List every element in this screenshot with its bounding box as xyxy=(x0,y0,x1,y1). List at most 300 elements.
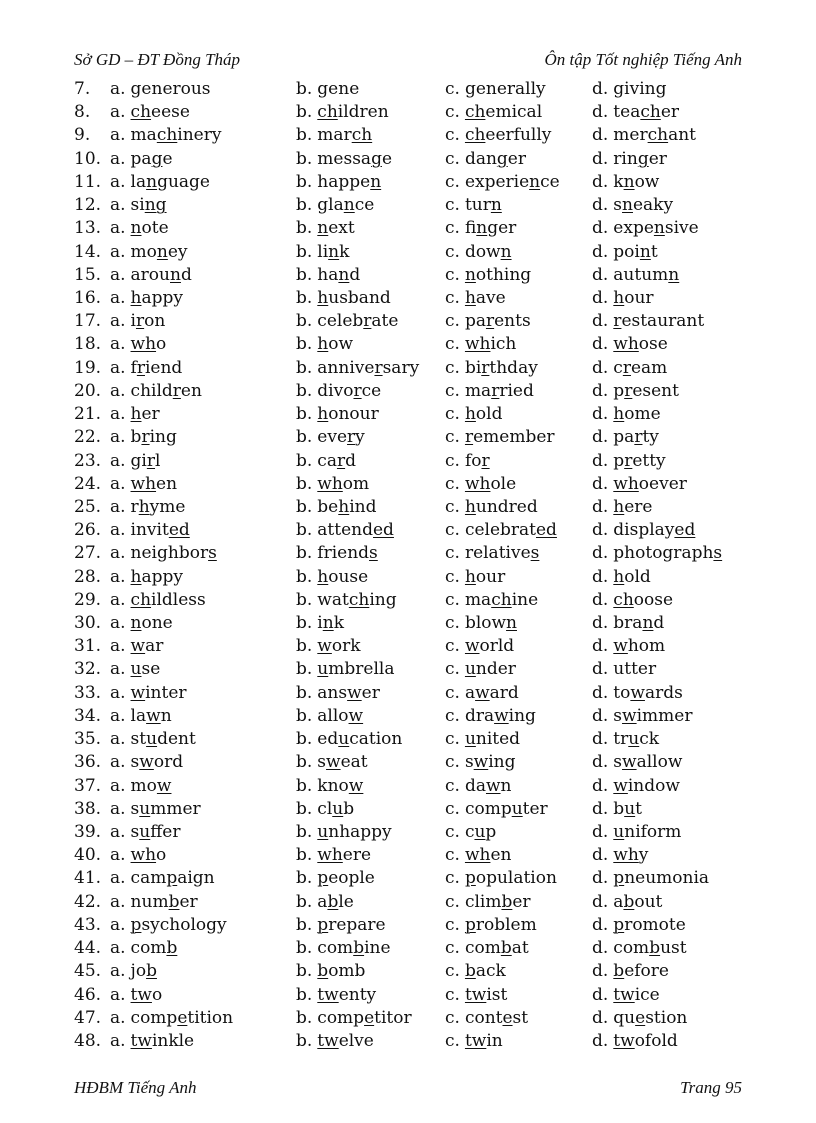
option-letter: a. xyxy=(110,752,126,773)
option-a xyxy=(110,426,177,449)
question-number: 39. xyxy=(74,822,102,842)
option-b xyxy=(296,403,379,426)
option-letter: b. xyxy=(296,264,313,285)
option-word: towards xyxy=(613,682,683,703)
footer-right: Trang 95 xyxy=(680,1078,742,1097)
option-letter: a. xyxy=(110,705,126,726)
option-a xyxy=(110,705,172,728)
option-b xyxy=(296,333,353,356)
option-a xyxy=(110,473,177,496)
option-letter: b. xyxy=(296,914,313,935)
option-letter: a. xyxy=(110,798,126,819)
option-c xyxy=(445,171,560,194)
option-letter: a. xyxy=(110,79,126,99)
option-b xyxy=(296,426,365,449)
option-word: note xyxy=(130,218,169,239)
option-d xyxy=(592,194,673,217)
option-d xyxy=(592,542,722,565)
option-word: use xyxy=(130,659,161,680)
option-letter: d. xyxy=(592,938,609,959)
option-word: girl xyxy=(130,450,161,471)
option-word: danger xyxy=(464,148,526,169)
option-a xyxy=(110,403,160,426)
question-row xyxy=(74,426,764,449)
option-letter: a. xyxy=(110,125,126,146)
question-number: 35. xyxy=(74,729,102,750)
option-letter: b. xyxy=(296,636,313,657)
question-row xyxy=(74,728,764,751)
option-word: twofold xyxy=(613,1030,678,1051)
option-c xyxy=(445,960,506,983)
option-word: experience xyxy=(464,171,560,192)
question-number: 43. xyxy=(74,914,102,935)
option-word: photographs xyxy=(613,543,723,564)
option-word: have xyxy=(464,287,506,308)
option-letter: c. xyxy=(445,891,460,912)
option-c xyxy=(445,241,512,264)
option-letter: a. xyxy=(110,102,126,123)
option-letter: b. xyxy=(296,171,313,192)
option-letter: a. xyxy=(110,404,126,425)
option-letter: b. xyxy=(296,125,313,146)
option-letter: d. xyxy=(592,520,609,541)
option-word: drawing xyxy=(464,705,536,726)
option-word: sword xyxy=(130,752,184,773)
option-a xyxy=(110,310,165,333)
option-letter: c. xyxy=(445,496,460,517)
option-letter: a. xyxy=(110,659,126,680)
option-letter: c. xyxy=(445,148,460,169)
option-c xyxy=(445,1030,503,1053)
option-word: for xyxy=(464,450,490,471)
question-number: 19. xyxy=(74,357,102,378)
option-letter: b. xyxy=(296,496,313,517)
option-word: swallow xyxy=(613,752,683,773)
option-d xyxy=(592,682,683,705)
option-letter: b. xyxy=(296,659,313,680)
option-d xyxy=(592,635,665,658)
option-word: displayed xyxy=(613,520,696,541)
question-number: 34. xyxy=(74,705,102,726)
option-b xyxy=(296,519,394,542)
option-c xyxy=(445,705,536,728)
question-number: 31. xyxy=(74,636,102,657)
option-word: combat xyxy=(464,938,529,959)
option-letter: a. xyxy=(110,822,126,842)
option-word: window xyxy=(613,775,680,796)
option-word: blown xyxy=(464,613,517,634)
option-a xyxy=(110,542,217,565)
question-number: 40. xyxy=(74,845,102,866)
option-word: whom xyxy=(317,473,370,494)
option-c xyxy=(445,403,502,426)
option-b xyxy=(296,217,355,240)
question-number: 45. xyxy=(74,961,102,982)
option-d xyxy=(592,984,660,1007)
option-c xyxy=(445,78,546,101)
option-letter: a. xyxy=(110,589,126,610)
option-word: bomb xyxy=(317,961,366,982)
option-word: whom xyxy=(613,636,666,657)
question-number: 29. xyxy=(74,589,102,610)
option-a xyxy=(110,891,198,914)
question-number: 15. xyxy=(74,264,102,285)
option-word: none xyxy=(130,613,173,634)
option-d xyxy=(592,450,666,473)
option-word: relatives xyxy=(464,543,540,564)
option-word: problem xyxy=(464,914,537,935)
question-number: 47. xyxy=(74,1007,102,1028)
option-c xyxy=(445,589,538,612)
option-word: twenty xyxy=(317,984,377,1005)
question-row xyxy=(74,775,764,798)
option-a xyxy=(110,124,221,147)
option-letter: c. xyxy=(445,334,460,355)
option-c xyxy=(445,728,520,751)
option-b xyxy=(296,705,363,728)
option-a xyxy=(110,78,211,101)
option-letter: d. xyxy=(592,148,609,169)
option-word: winter xyxy=(130,682,187,703)
option-a xyxy=(110,148,173,171)
option-letter: d. xyxy=(592,845,609,866)
option-letter: c. xyxy=(445,705,460,726)
option-letter: a. xyxy=(110,241,126,262)
option-letter: c. xyxy=(445,914,460,935)
option-word: combust xyxy=(613,938,687,959)
option-word: gene xyxy=(317,79,360,99)
option-word: suffer xyxy=(130,822,181,842)
option-word: sweat xyxy=(317,752,368,773)
option-word: hour xyxy=(613,287,654,308)
question-number: 36. xyxy=(74,752,102,773)
option-letter: b. xyxy=(296,148,313,169)
option-c xyxy=(445,867,557,890)
option-d xyxy=(592,333,668,356)
option-letter: b. xyxy=(296,705,313,726)
option-letter: b. xyxy=(296,775,313,796)
option-letter: a. xyxy=(110,775,126,796)
option-word: every xyxy=(317,427,365,448)
option-word: merchant xyxy=(613,125,697,146)
option-word: generous xyxy=(130,79,211,99)
option-a xyxy=(110,612,173,635)
option-letter: a. xyxy=(110,682,126,703)
option-word: under xyxy=(464,659,516,680)
option-letter: c. xyxy=(445,171,460,192)
option-word: childless xyxy=(130,589,206,610)
option-d xyxy=(592,357,667,380)
option-b xyxy=(296,566,368,589)
option-word: ringer xyxy=(613,148,667,169)
option-b xyxy=(296,728,402,751)
option-letter: c. xyxy=(445,752,460,773)
question-number: 8. xyxy=(74,102,91,123)
option-word: unhappy xyxy=(317,822,392,842)
option-d xyxy=(592,403,661,426)
question-row xyxy=(74,519,764,542)
question-row xyxy=(74,124,764,147)
option-b xyxy=(296,798,354,821)
option-word: twinkle xyxy=(130,1030,195,1051)
question-row xyxy=(74,264,764,287)
option-word: able xyxy=(317,891,354,912)
option-c xyxy=(445,426,555,449)
option-d xyxy=(592,380,679,403)
option-word: iron xyxy=(130,311,166,332)
option-letter: c. xyxy=(445,404,460,425)
option-word: back xyxy=(464,961,506,982)
question-row xyxy=(74,844,764,867)
option-word: answer xyxy=(317,682,380,703)
option-c xyxy=(445,357,538,380)
option-letter: b. xyxy=(296,380,313,401)
option-b xyxy=(296,171,381,194)
option-letter: b. xyxy=(296,543,313,564)
option-letter: d. xyxy=(592,636,609,657)
option-letter: b. xyxy=(296,984,313,1005)
question-row xyxy=(74,101,764,124)
option-word: turn xyxy=(464,195,502,216)
option-c xyxy=(445,310,531,333)
option-c xyxy=(445,333,516,356)
option-d xyxy=(592,171,659,194)
option-letter: a. xyxy=(110,380,126,401)
option-letter: d. xyxy=(592,984,609,1005)
option-b xyxy=(296,658,394,681)
option-letter: d. xyxy=(592,543,609,564)
option-letter: d. xyxy=(592,589,609,610)
option-c xyxy=(445,519,557,542)
option-letter: c. xyxy=(445,589,460,610)
option-word: message xyxy=(317,148,393,169)
question-row xyxy=(74,821,764,844)
question-number: 38. xyxy=(74,798,102,819)
option-word: two xyxy=(130,984,163,1005)
question-row xyxy=(74,914,764,937)
option-word: number xyxy=(130,891,198,912)
question-row xyxy=(74,682,764,705)
question-row xyxy=(74,589,764,612)
option-word: giving xyxy=(613,79,667,99)
option-c xyxy=(445,821,496,844)
option-word: parents xyxy=(464,311,531,332)
option-letter: b. xyxy=(296,682,313,703)
option-b xyxy=(296,844,371,867)
option-letter: a. xyxy=(110,914,126,935)
option-c xyxy=(445,635,514,658)
option-word: umbrella xyxy=(317,659,395,680)
option-word: point xyxy=(613,241,658,262)
question-row xyxy=(74,450,764,473)
option-letter: a. xyxy=(110,636,126,657)
option-letter: d. xyxy=(592,287,609,308)
option-letter: b. xyxy=(296,589,313,610)
option-letter: a. xyxy=(110,520,126,541)
option-letter: b. xyxy=(296,961,313,982)
option-letter: d. xyxy=(592,195,609,216)
option-letter: c. xyxy=(445,450,460,471)
option-c xyxy=(445,496,538,519)
option-b xyxy=(296,775,363,798)
option-letter: d. xyxy=(592,798,609,819)
option-letter: b. xyxy=(296,287,313,308)
question-number: 25. xyxy=(74,496,102,517)
question-number: 48. xyxy=(74,1030,102,1051)
option-letter: b. xyxy=(296,520,313,541)
option-word: remember xyxy=(464,427,555,448)
option-letter: d. xyxy=(592,311,609,332)
option-b xyxy=(296,287,391,310)
option-b xyxy=(296,496,376,519)
question-row xyxy=(74,984,764,1007)
option-d xyxy=(592,426,659,449)
option-letter: b. xyxy=(296,473,313,494)
option-word: chemical xyxy=(464,102,543,123)
option-word: invited xyxy=(130,520,190,541)
option-word: award xyxy=(464,682,519,703)
option-letter: c. xyxy=(445,218,460,239)
option-word: money xyxy=(130,241,188,262)
question-row xyxy=(74,310,764,333)
option-word: about xyxy=(613,891,663,912)
option-letter: d. xyxy=(592,125,609,146)
option-d xyxy=(592,124,696,147)
option-letter: c. xyxy=(445,613,460,634)
option-letter: d. xyxy=(592,566,609,587)
option-d xyxy=(592,751,682,774)
option-word: education xyxy=(317,729,403,750)
option-letter: d. xyxy=(592,102,609,123)
option-letter: d. xyxy=(592,79,609,99)
option-a xyxy=(110,775,171,798)
option-b xyxy=(296,264,360,287)
option-word: pneumonia xyxy=(613,868,710,889)
option-a xyxy=(110,728,196,751)
option-letter: d. xyxy=(592,357,609,378)
option-letter: a. xyxy=(110,334,126,355)
option-c xyxy=(445,914,537,937)
option-b xyxy=(296,751,368,774)
question-number: 23. xyxy=(74,450,102,471)
option-d xyxy=(592,867,709,890)
question-row xyxy=(74,612,764,635)
option-letter: d. xyxy=(592,171,609,192)
option-d xyxy=(592,519,695,542)
option-d xyxy=(592,728,659,751)
question-row xyxy=(74,960,764,983)
option-letter: c. xyxy=(445,938,460,959)
option-word: house xyxy=(317,566,369,587)
option-word: ink xyxy=(317,613,344,634)
option-a xyxy=(110,450,160,473)
option-letter: a. xyxy=(110,450,126,471)
option-word: why xyxy=(613,845,649,866)
option-word: her xyxy=(130,404,160,425)
option-word: expensive xyxy=(613,218,699,239)
option-word: know xyxy=(317,775,364,796)
option-letter: a. xyxy=(110,218,126,239)
option-letter: a. xyxy=(110,1007,126,1028)
option-letter: a. xyxy=(110,357,126,378)
question-number: 30. xyxy=(74,613,102,634)
question-row xyxy=(74,380,764,403)
option-letter: c. xyxy=(445,264,460,285)
option-letter: b. xyxy=(296,1030,313,1051)
option-letter: c. xyxy=(445,241,460,262)
option-c xyxy=(445,380,534,403)
option-word: honour xyxy=(317,404,379,425)
option-c xyxy=(445,891,531,914)
option-letter: d. xyxy=(592,450,609,471)
option-b xyxy=(296,310,398,333)
option-a xyxy=(110,194,167,217)
footer-left: HĐBM Tiếng Anh xyxy=(74,1078,197,1097)
question-number: 33. xyxy=(74,682,102,703)
option-d xyxy=(592,914,686,937)
option-word: restaurant xyxy=(613,311,705,332)
option-word: happy xyxy=(130,566,184,587)
option-d xyxy=(592,473,687,496)
option-b xyxy=(296,78,359,101)
option-letter: d. xyxy=(592,729,609,750)
option-word: united xyxy=(464,729,521,750)
option-d xyxy=(592,937,687,960)
option-letter: c. xyxy=(445,845,460,866)
option-letter: c. xyxy=(445,287,460,308)
option-word: dawn xyxy=(464,775,512,796)
option-c xyxy=(445,473,516,496)
option-letter: c. xyxy=(445,798,460,819)
option-word: present xyxy=(613,380,679,401)
option-c xyxy=(445,101,542,124)
option-c xyxy=(445,287,506,310)
option-letter: b. xyxy=(296,427,313,448)
option-d xyxy=(592,612,664,635)
question-row xyxy=(74,542,764,565)
question-row xyxy=(74,1007,764,1030)
option-b xyxy=(296,357,419,380)
option-word: attended xyxy=(317,520,394,541)
question-number: 17. xyxy=(74,311,102,332)
question-row xyxy=(74,473,764,496)
option-word: summer xyxy=(130,798,201,819)
option-letter: c. xyxy=(445,636,460,657)
option-letter: c. xyxy=(445,427,460,448)
option-a xyxy=(110,1007,233,1030)
option-word: cheerfully xyxy=(464,125,552,146)
option-letter: a. xyxy=(110,287,126,308)
option-a xyxy=(110,1030,194,1053)
question-row xyxy=(74,241,764,264)
option-letter: b. xyxy=(296,241,313,262)
option-b xyxy=(296,914,386,937)
option-letter: a. xyxy=(110,984,126,1005)
option-a xyxy=(110,496,185,519)
option-word: rhyme xyxy=(130,496,186,517)
option-b xyxy=(296,380,381,403)
option-c xyxy=(445,798,548,821)
question-number: 18. xyxy=(74,334,102,355)
question-row xyxy=(74,635,764,658)
option-b xyxy=(296,542,378,565)
option-letter: a. xyxy=(110,961,126,982)
option-letter: d. xyxy=(592,1030,609,1051)
option-word: pretty xyxy=(613,450,666,471)
option-word: swimmer xyxy=(613,705,693,726)
option-d xyxy=(592,705,692,728)
option-c xyxy=(445,682,519,705)
